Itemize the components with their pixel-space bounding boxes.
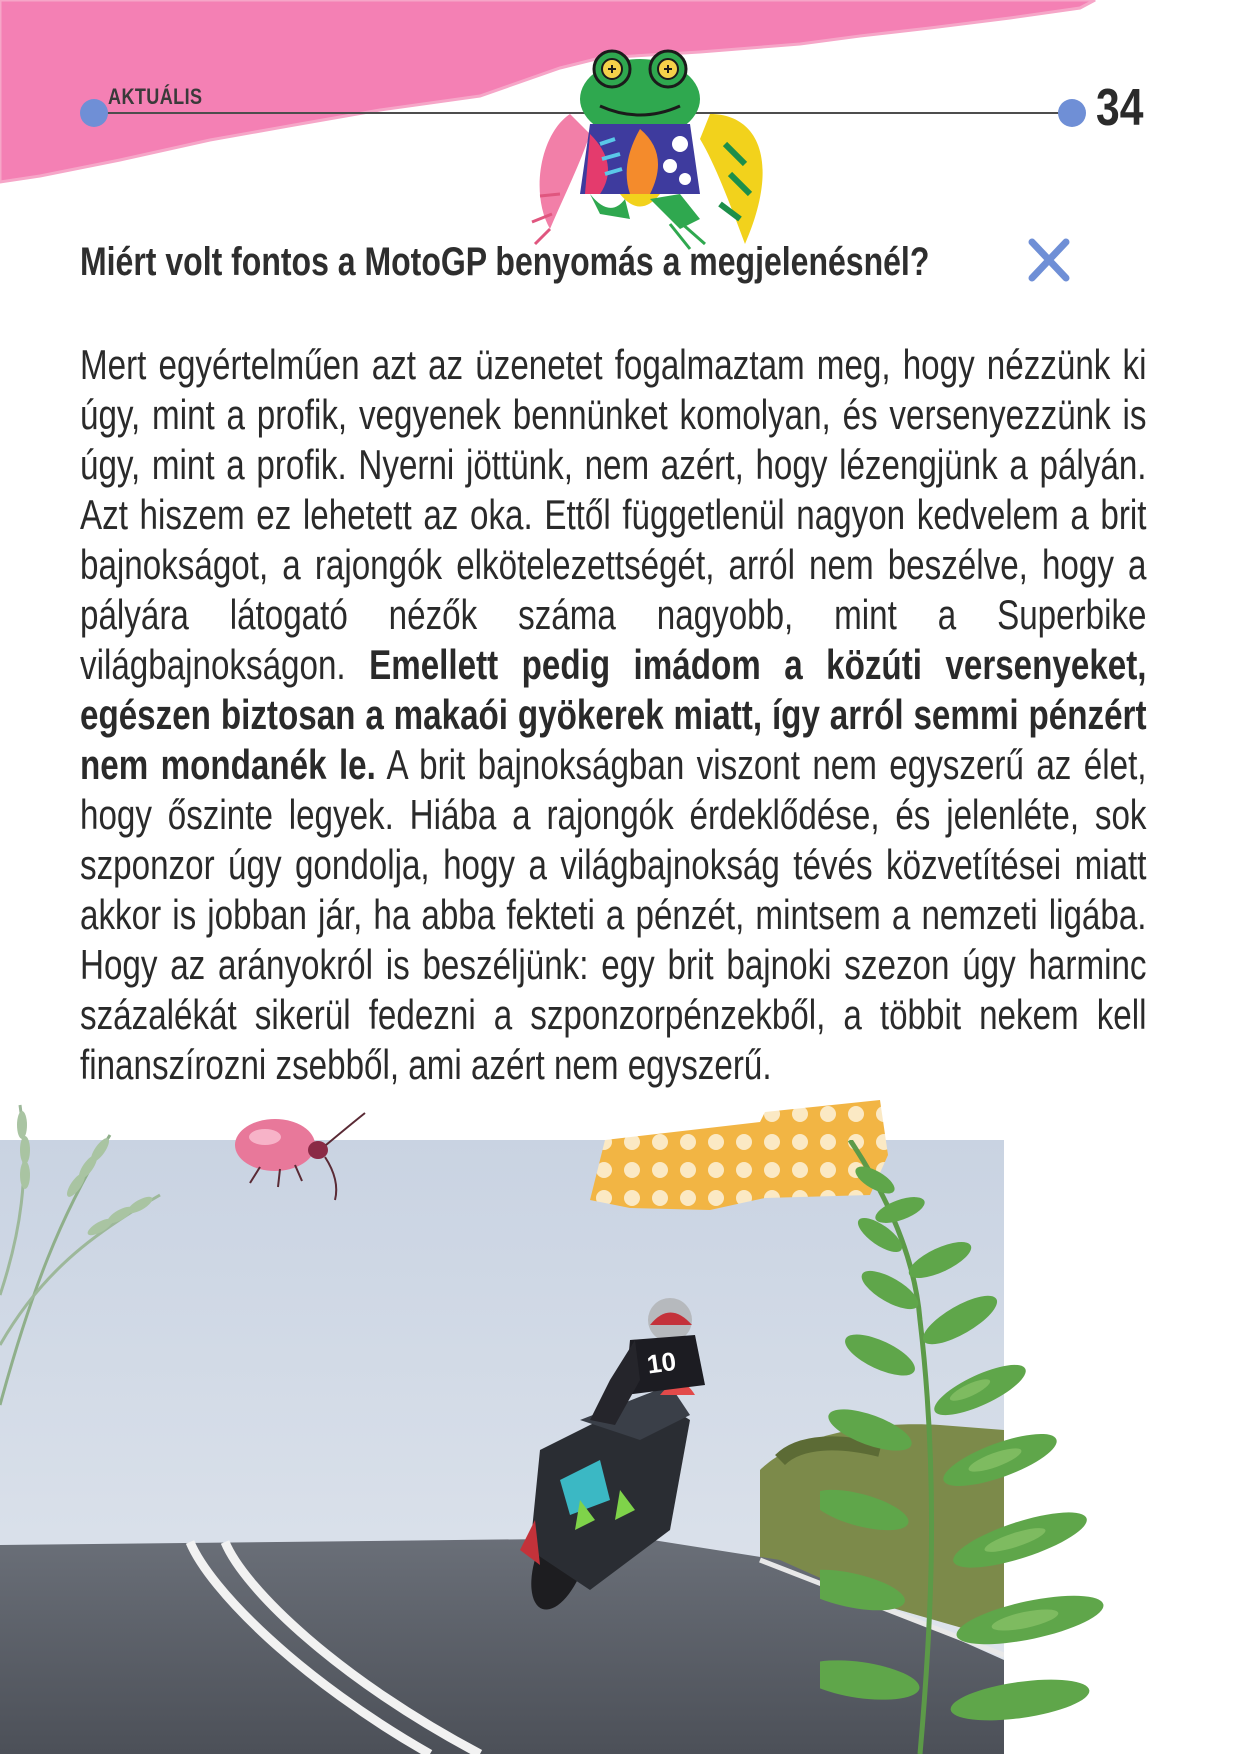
x-mark-icon (1027, 237, 1071, 283)
interview-answer (80, 340, 1147, 1090)
wheat-stalks (0, 1095, 170, 1415)
answer-text-bold: Emellett pedig imádom a közúti versenyeket, egészen biztosan a makaói gyökerek miatt, így arról semmi pénzért nem mondanék le. (80, 641, 1147, 788)
answer-text-part1: Mert egyértelműen azt az üzenetet fogalmaztam meg, hogy nézzünk ki úgy, mint a profik, vegyenek bennünket komolyan, és versenyezzünk is úgy, mint a profik. Nyerni jöttünk, nem azért, hogy lézengjünk a pályán. Azt hiszem ez lehetett az oka. Ettől függetlenül nagyon kedvelem a brit bajnokságot, a rajongók elkötelezettségét, arról nem beszélve, hogy a pályára látogató nézők száma nagyobb, mint a Superbike világbajnokságon. (80, 341, 1147, 688)
section-label: AKTUÁLIS (108, 84, 203, 109)
header-dot-left (80, 99, 108, 127)
beetle-illustration (230, 1105, 370, 1205)
frog-illustration (530, 44, 810, 254)
header-dot-right (1058, 99, 1086, 127)
page-number: 34 (1096, 79, 1144, 137)
bike-number: 10 (645, 1345, 678, 1380)
interview-question: Miért volt fontos a MotoGP benyomás a megjelenésnél? (80, 240, 930, 284)
fern-illustration (820, 1140, 1241, 1754)
answer-text-part2: A brit bajnokságban viszont nem egyszerű az élet, hogy őszinte legyek. Hiába a rajongók érdeklődése, és jelenléte, sok szponzor úgy gondolja, hogy a világbajnokság tévés közvetítései miatt akkor is jobban jár, ha abba fekteti a pénzét, mintsem a nemzeti ligába. Hogy az arányokról is beszéljünk: egy brit bajnoki szezon úgy harminc százalékát sikerül fedezni a szponzorpénzekből, a többit nekem kell finanszírozni zsebből, ami azért nem egyszerű. (80, 741, 1147, 1088)
